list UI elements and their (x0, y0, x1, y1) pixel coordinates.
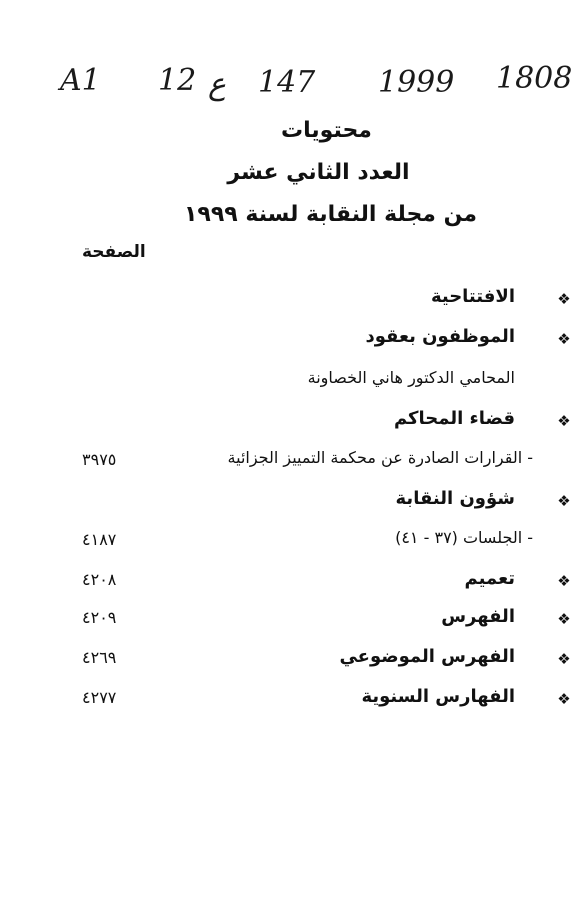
annotation-text: ع (208, 67, 226, 102)
issue-title: العدد الثاني عشر (227, 160, 410, 185)
annotation-text: A1 (60, 63, 101, 98)
toc-page-number: ٤١٨٧ (82, 530, 117, 549)
toc-heading: الفهارس السنوية (361, 686, 515, 707)
page-column-label: الصفحة (82, 242, 146, 262)
toc-author: المحامي الدكتور هاني الخصاونة (307, 368, 515, 387)
diamond-bullet-icon: ❖ (557, 610, 571, 628)
toc-row-courts-item (0, 448, 577, 478)
toc-row-author (0, 368, 577, 398)
diamond-bullet-icon: ❖ (557, 330, 571, 348)
toc-heading: قضاء المحاكم (393, 408, 515, 429)
toc-page-number: ٣٩٧٥ (82, 450, 117, 469)
toc-heading: تعميم (464, 568, 515, 589)
toc-row-subject-index (0, 646, 577, 676)
toc-heading: الموظفون بعقود (365, 326, 515, 347)
toc-subitem: - الجلسات (٣٧ - ٤١) (395, 528, 533, 547)
toc-page-number: ٤٢٠٩ (82, 608, 117, 627)
toc-heading: الفهرس الموضوعي (339, 646, 515, 667)
diamond-bullet-icon: ❖ (557, 492, 571, 510)
handwritten-annotation (0, 62, 577, 106)
page-title: محتويات (281, 118, 372, 143)
toc-row-index (0, 606, 577, 636)
diamond-bullet-icon: ❖ (557, 290, 571, 308)
toc-row-contract-employees (0, 326, 577, 356)
toc-page-number: ٤٢٦٩ (82, 648, 117, 667)
toc-row-circular (0, 568, 577, 598)
toc-page-number: ٤٢٧٧ (82, 688, 117, 707)
toc-page-number: ٤٢٠٨ (82, 570, 117, 589)
toc-row-annual-indexes (0, 686, 577, 716)
journal-title: من مجلة النقابة لسنة ١٩٩٩ (183, 202, 478, 227)
toc-heading: الفهرس (441, 606, 515, 627)
toc-row-union-affairs (0, 488, 577, 518)
toc-row-courts (0, 408, 577, 438)
toc-row-opening (0, 286, 577, 316)
diamond-bullet-icon: ❖ (557, 690, 571, 708)
toc-row-union-item (0, 528, 577, 558)
annotation-text: 12 (158, 63, 197, 98)
annotation-text: 147 (258, 65, 316, 100)
diamond-bullet-icon: ❖ (557, 650, 571, 668)
diamond-bullet-icon: ❖ (557, 572, 571, 590)
toc-heading: شؤون النقابة (395, 488, 515, 509)
toc-heading: الافتتاحية (430, 286, 515, 307)
toc-subitem: - القرارات الصادرة عن محكمة التمييز الجزائية (227, 448, 533, 467)
diamond-bullet-icon: ❖ (557, 412, 571, 430)
annotation-text: 1999 (378, 65, 455, 100)
annotation-text: 1808 (496, 61, 573, 96)
